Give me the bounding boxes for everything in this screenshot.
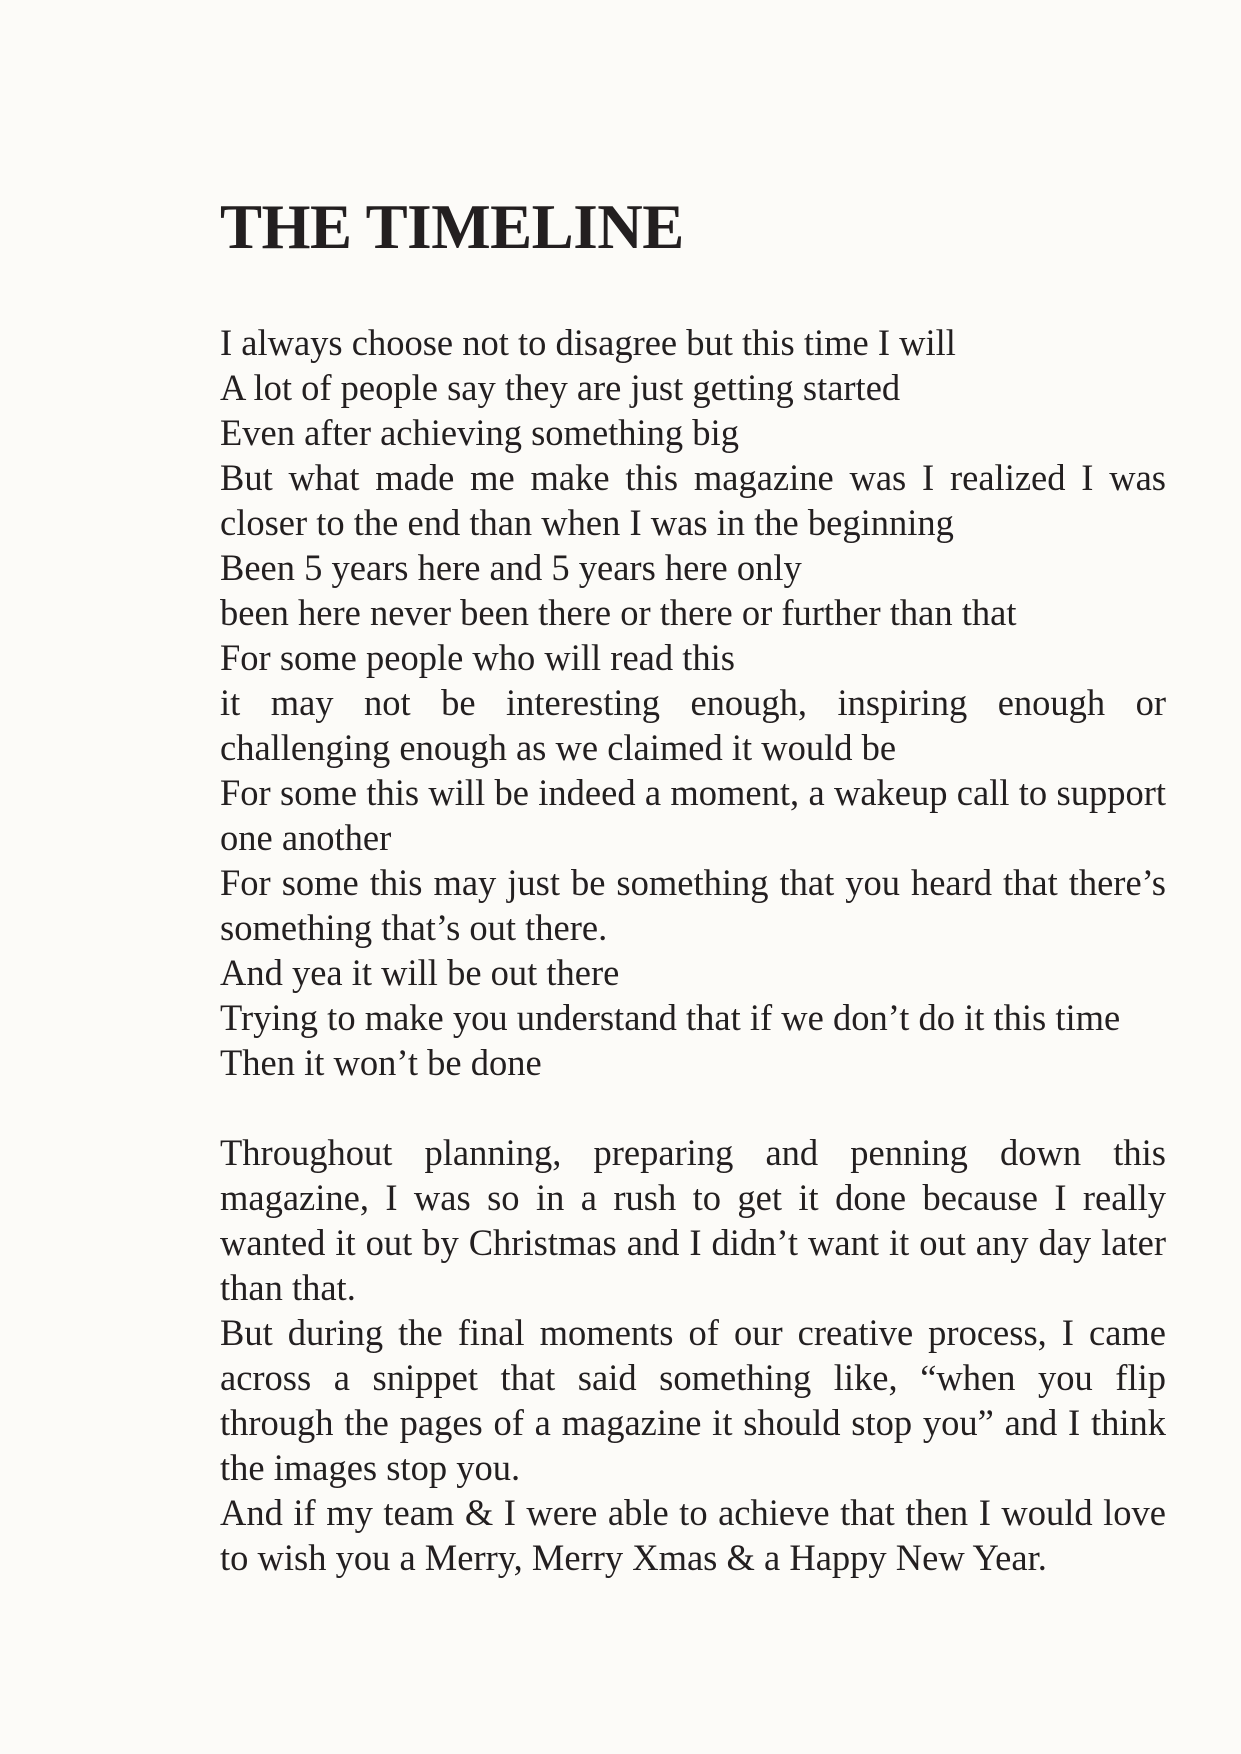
text-line: For some people who will read this	[220, 637, 735, 678]
text-line: Then it won’t be done	[220, 1042, 542, 1083]
text-line: For some this will be indeed a moment, a wakeup call to support one another	[220, 772, 1166, 858]
text-line: But during the final moments of our creative process, I came across a snippet that said something like, “when you flip through the pages of a magazine it should stop you” and I think the images stop you.	[220, 1312, 1166, 1488]
text-line: A lot of people say they are just getting started	[220, 367, 901, 408]
text-line: But what made me make this magazine was I realized I was closer to the end than when I was in the beginning	[220, 457, 1166, 543]
text-line: Throughout planning, preparing and penning down this magazine, I was so in a rush to get it done because I really wanted it out by Christmas and I didn’t want it out any day later than that.	[220, 1132, 1166, 1308]
text-line: For some this may just be something that you heard that there’s something that’s out there.	[220, 862, 1166, 948]
article-body	[220, 192, 1166, 1580]
paragraph-closing	[220, 1130, 1166, 1580]
text-line: it may not be interesting enough, inspiring enough or challenging enough as we claimed it would be	[220, 682, 1166, 768]
text-line: And if my team & I were able to achieve that then I would love to wish you a Merry, Merry Xmas & a Happy New Year.	[220, 1492, 1166, 1578]
text-line: Even after achieving something big	[220, 412, 739, 453]
page-title: THE TIMELINE	[220, 192, 684, 262]
text-line: Been 5 years here and 5 years here only	[220, 547, 802, 588]
text-line: Trying to make you understand that if we don’t do it this time	[220, 997, 1121, 1038]
text-line: I always choose not to disagree but this time I will	[220, 322, 956, 363]
text-line: And yea it will be out there	[220, 952, 620, 993]
paragraph-poem	[220, 320, 1166, 1085]
text-line: been here never been there or there or further than that	[220, 592, 1017, 633]
